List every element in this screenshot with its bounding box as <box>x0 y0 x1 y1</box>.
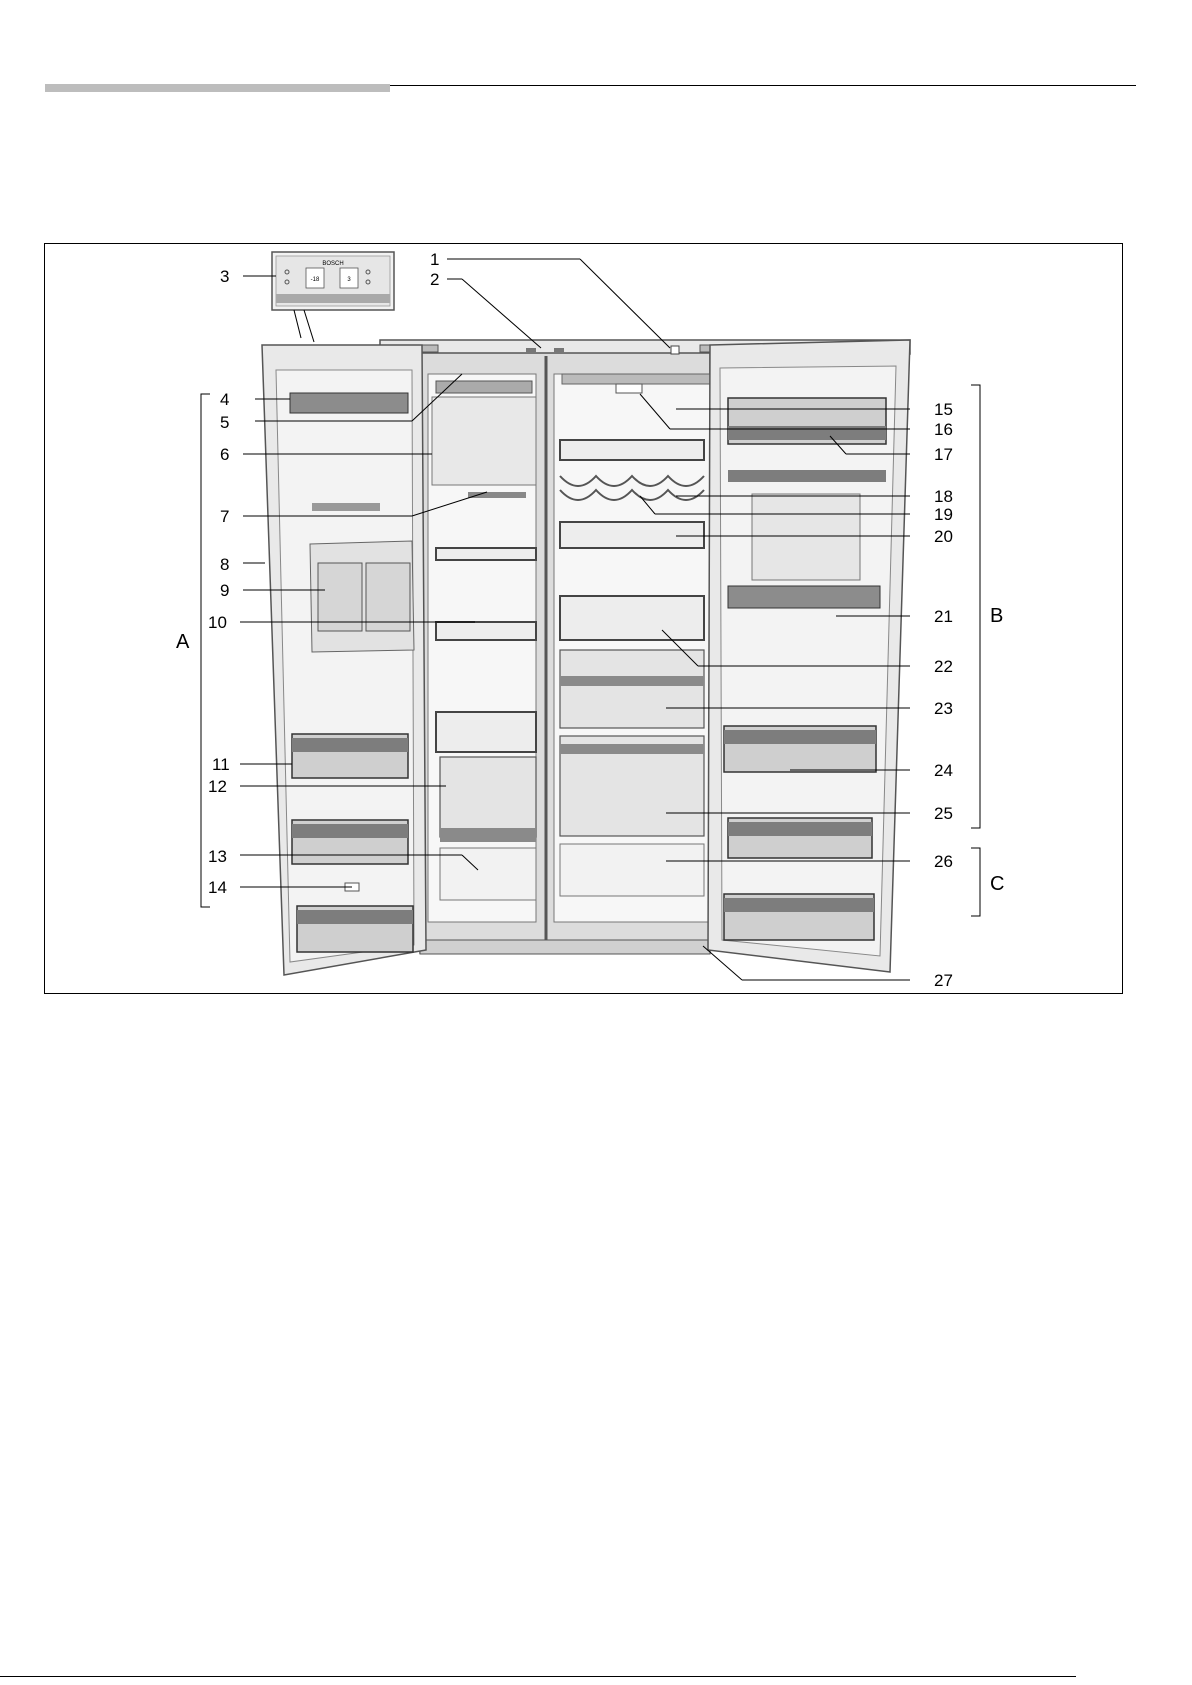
freezer-compartment <box>432 381 536 900</box>
callout-12: 12 <box>208 777 227 796</box>
callout-17: 17 <box>934 445 953 464</box>
callout-16: 16 <box>934 420 953 439</box>
callout-5: 5 <box>220 413 230 432</box>
callout-9: 9 <box>220 581 230 600</box>
group-label-c: C <box>990 873 1005 895</box>
panel-readout-left: -18 <box>310 277 320 283</box>
callout-10: 10 <box>208 613 227 632</box>
footer-rule <box>0 1676 1076 1677</box>
callout-25: 25 <box>934 804 953 823</box>
callout-24: 24 <box>934 761 953 780</box>
callout-6: 6 <box>220 445 230 464</box>
callout-27: 27 <box>934 971 953 990</box>
panel-brand: BOSCH <box>322 261 344 267</box>
callout-22: 22 <box>934 657 953 676</box>
callout-20: 20 <box>934 527 953 546</box>
callout-14: 14 <box>208 878 227 897</box>
freezer-door <box>262 345 426 975</box>
callout-8: 8 <box>220 555 230 574</box>
group-label-a: A <box>176 631 190 653</box>
callout-19: 19 <box>934 505 953 524</box>
fridge-compartment <box>560 374 710 896</box>
group-label-b: B <box>990 605 1004 627</box>
callout-3: 3 <box>220 267 230 286</box>
callout-11: 11 <box>212 755 230 774</box>
callout-4: 4 <box>220 390 230 409</box>
fridge-door <box>708 340 910 972</box>
panel-readout-right: 3 <box>347 277 351 283</box>
callout-26: 26 <box>934 852 953 871</box>
control-panel-inset <box>272 252 394 342</box>
callout-18: 18 <box>934 487 953 506</box>
callout-2: 2 <box>430 270 440 289</box>
callout-23: 23 <box>934 699 953 718</box>
callout-15: 15 <box>934 400 953 419</box>
callout-1: 1 <box>430 250 440 269</box>
callout-21: 21 <box>934 607 953 626</box>
callout-7: 7 <box>220 507 230 526</box>
callout-13: 13 <box>208 847 227 866</box>
